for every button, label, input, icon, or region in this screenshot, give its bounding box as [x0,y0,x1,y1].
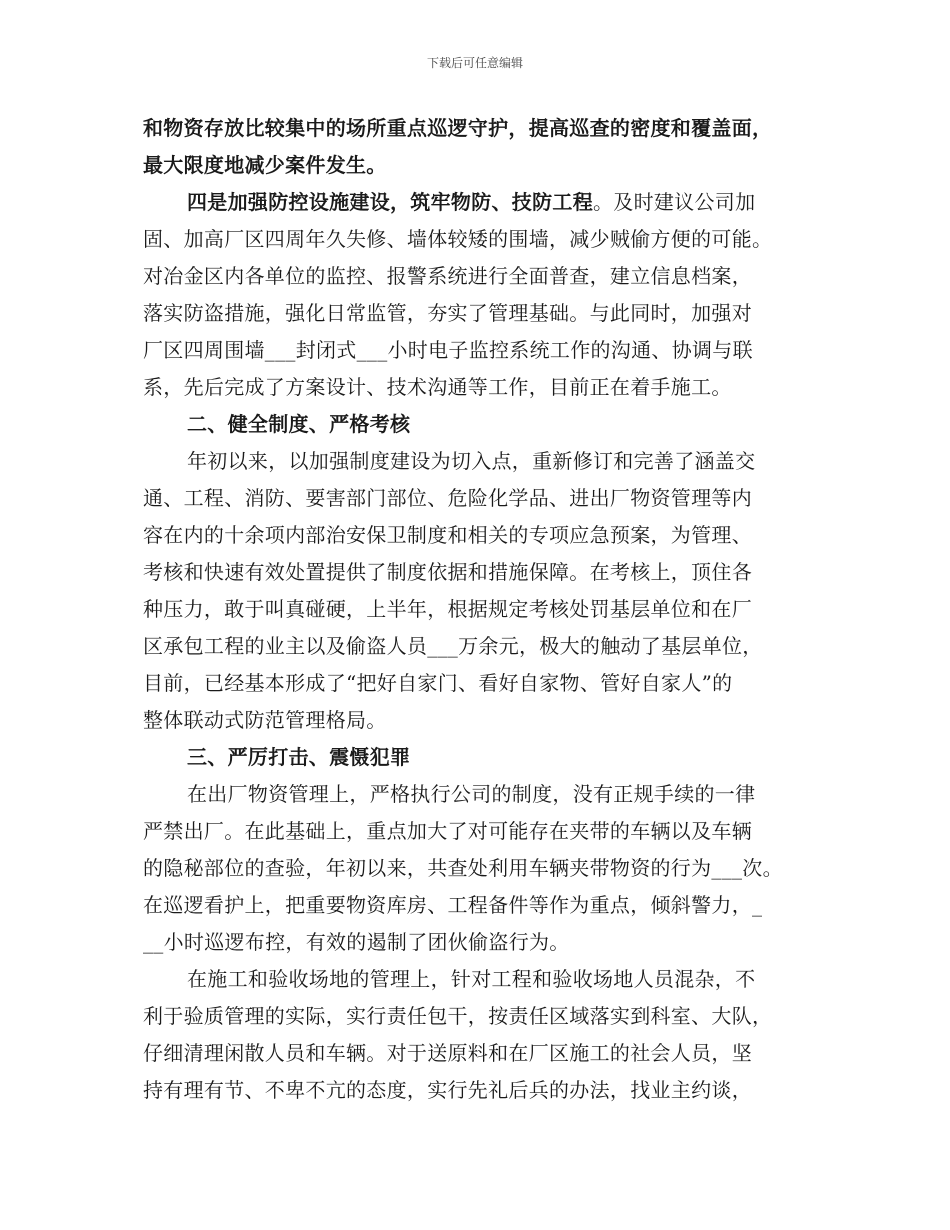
text-line: 在施工和验收场地的管理上，针对工程和验收场地人员混杂，不 [187,967,756,991]
page-header: 下载后可任意编辑 [426,56,523,70]
text-line: 最大限度地减少案件发生。 [143,153,387,177]
text-line: 和物资存放比较集中的场所重点巡逻守护，提高巡查的密度和覆盖面， [143,116,773,140]
text-line: 厂区四周围墙___封闭式___小时电子监控系统工作的沟通、协调与联 [143,338,753,362]
section-lead: 四是加强防控设施建设，筑牢物防、技防工程 [187,190,593,214]
document-body [143,110,813,1109]
text-line: 种压力，敢于叫真碰硬，上半年，根据规定考核处罚基层单位和在厂 [143,597,752,621]
text-line: 持有理有节、不卑不亢的态度，实行先礼后兵的办法，找业主约谈， [143,1078,752,1102]
section-heading: 三、严厉打击、震慑犯罪 [187,745,411,769]
text-line: 容在内的十余项内部治安保卫制度和相关的专项应急预案，为管理、 [143,523,752,547]
section-heading: 二、健全制度、严格考核 [187,412,411,436]
text-line: __小时巡逻布控，有效的遏制了团伙偷盗行为。 [143,930,570,954]
text-line: 仔细清理闲散人员和车辆。对于送原料和在厂区施工的社会人员，坚 [143,1041,752,1065]
text-line: 考核和快速有效处置提供了制度依据和措施保障。在考核上，顶住各 [143,560,752,584]
text-line: 整体联动式防范管理格局。 [143,708,387,732]
text-line: 固、加高厂区四周年久失修、墙体较矮的围墙，减少贼偷方便的可能。 [143,227,773,251]
text-line: 区承包工程的业主以及偷盗人员___万余元，极大的触动了基层单位， [143,634,763,658]
text-line [143,184,813,221]
text-line: 严禁出厂。在此基础上，重点加大了对可能存在夹带的车辆以及车辆 [143,819,752,843]
text-span: 。及时建议公司加 [593,190,756,214]
text-line: 落实防盗措施，强化日常监管，夯实了管理基础。与此同时，加强对 [143,301,752,325]
text-line: 目前，已经基本形成了“把好自家门、看好自家物、管好自家人”的 [143,671,733,695]
text-line: 年初以来，以加强制度建设为切入点，重新修订和完善了涵盖交 [187,449,756,473]
text-line: 通、工程、消防、要害部门部位、危险化学品、进出厂物资管理等内 [143,486,752,510]
text-line: 对冶金区内各单位的监控、报警系统进行全面普查，建立信息档案， [143,264,752,288]
text-line: 系，先后完成了方案设计、技术沟通等工作，目前正在着手施工。 [143,375,732,399]
text-line: 在出厂物资管理上，严格执行公司的制度，没有正规手续的一律 [187,782,756,806]
text-line: 在巡逻看护上，把重要物资库房、工程备件等作为重点，倾斜警力，_ [143,893,763,917]
text-line: 利于验质管理的实际，实行责任包干，按责任区域落实到科室、大队， [143,1004,773,1028]
text-line: 的隐秘部位的查验，年初以来，共查处利用车辆夹带物资的行为___次。 [143,856,783,880]
